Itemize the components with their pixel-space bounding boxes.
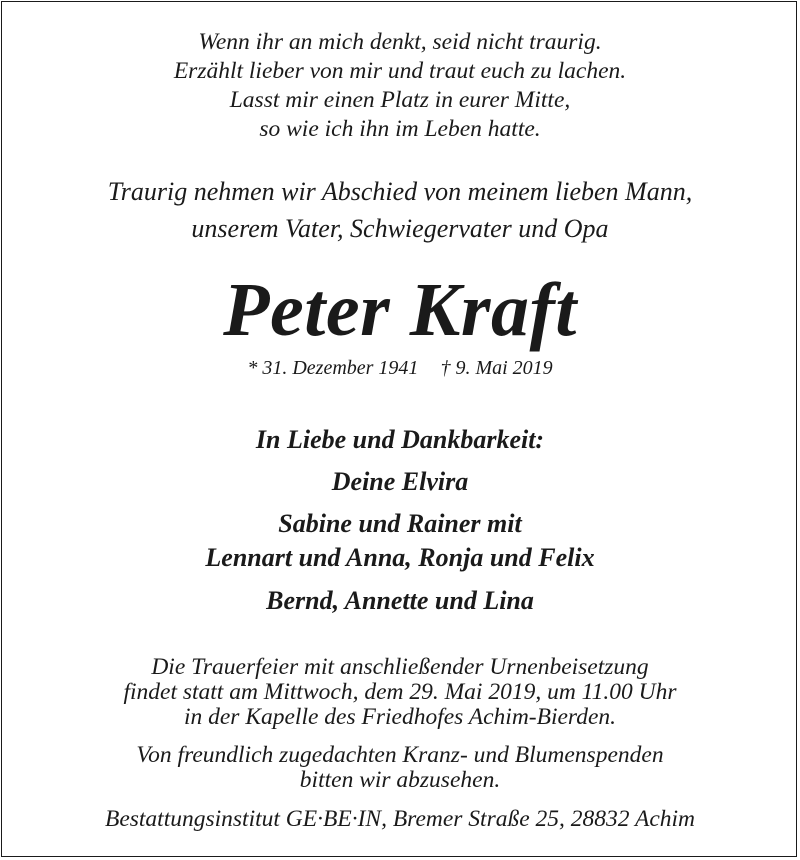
ceremony-line-3: in der Kapelle des Friedhofes Achim-Bierden. xyxy=(183,704,617,730)
death-date: † 9. Mai 2019 xyxy=(440,357,553,379)
poem-line-2: Erzählt lieber von mir und traut euch zu lachen. xyxy=(173,58,627,84)
intro-line-2: unserem Vater, Schwiegervater und Opa xyxy=(191,214,609,243)
flowers-line-1: Von freundlich zugedachten Kranz- und Blumenspenden xyxy=(136,742,664,768)
deceased-name: Peter Kraft xyxy=(223,268,577,352)
life-dates xyxy=(0,356,800,380)
undertaker-info: Bestattungsinstitut GE·BE·IN, Bremer Straße 25, 28832 Achim xyxy=(104,806,696,832)
poem-line-1: Wenn ihr an mich denkt, seid nicht traurig. xyxy=(198,29,602,55)
family-children-line-1: Sabine und Rainer mit xyxy=(278,509,522,538)
birth-date: * 31. Dezember 1941 xyxy=(247,357,419,379)
family-children-line-3: Bernd, Annette und Lina xyxy=(266,586,534,615)
poem-line-4: so wie ich ihn im Leben hatte. xyxy=(259,116,541,142)
ceremony-line-2: findet statt am Mittwoch, dem 29. Mai 2019, um 11.00 Uhr xyxy=(123,679,677,705)
ceremony-line-1: Die Trauerfeier mit anschließender Urnenbeisetzung xyxy=(151,654,649,680)
poem-line-3: Lasst mir einen Platz in eurer Mitte, xyxy=(229,87,571,113)
flowers-line-2: bitten wir abzusehen. xyxy=(299,767,501,793)
intro-line-1: Traurig nehmen wir Abschied von meinem lieben Mann, xyxy=(107,177,693,206)
family-spouse: Deine Elvira xyxy=(331,467,469,496)
family-children-line-2: Lennart und Anna, Ronja und Felix xyxy=(205,543,595,572)
family-heading: In Liebe und Dankbarkeit: xyxy=(255,425,545,454)
